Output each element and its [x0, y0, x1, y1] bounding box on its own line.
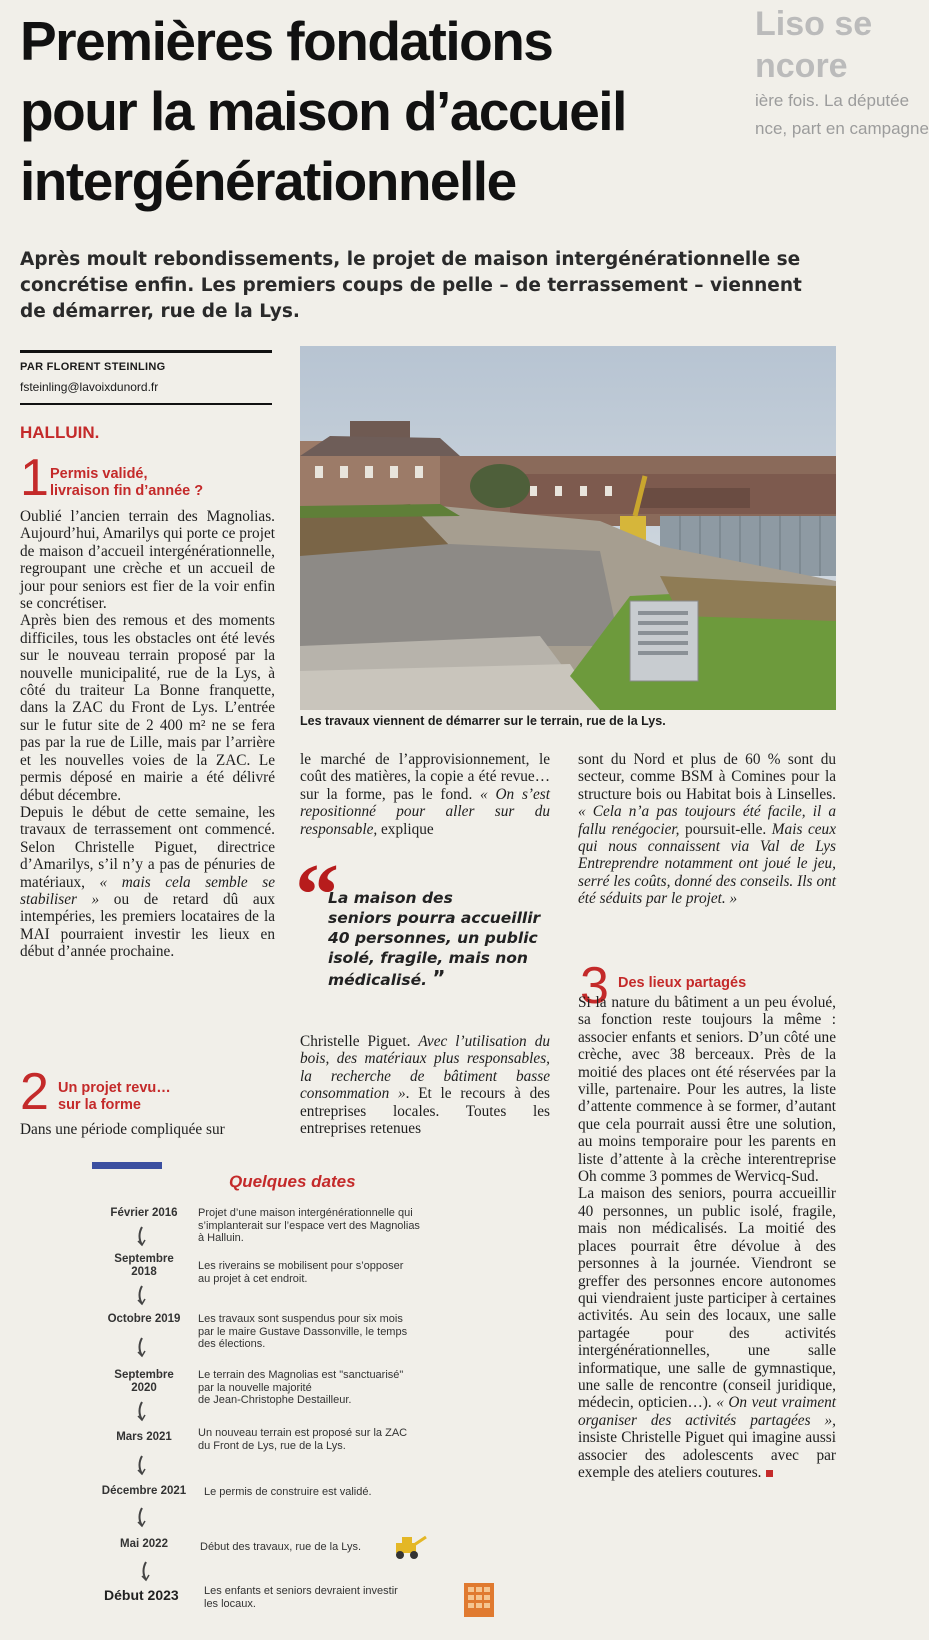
timeline-text: Le permis de construire est validé.: [204, 1486, 372, 1498]
byline-author: PAR FLORENT STEINLING: [20, 361, 166, 373]
section-title-line: livraison fin d’année ?: [50, 483, 204, 499]
dateline-city: HALLUIN.: [20, 423, 100, 442]
timeline-date: [92, 1253, 196, 1279]
timeline-date: Mars 2021: [116, 1431, 172, 1443]
timeline-text: [204, 1585, 464, 1610]
text-run: poursuit-elle.: [679, 820, 772, 838]
paragraph: [578, 1185, 836, 1481]
timeline-text-line: des élections.: [198, 1338, 266, 1350]
section-number: 3: [580, 957, 609, 1015]
timeline-date: Décembre 2021: [101, 1485, 187, 1497]
quote-run: Mais ceux qui nous connaissent via Val de Lys Entreprendre notamment ont joué le jeu, serré les coûts, donné des conseils. Ils ont été séduits par le projet. »: [578, 820, 836, 908]
timeline-text-line: de Jean-Christophe Destailleur.: [198, 1394, 352, 1406]
timeline-text: [198, 1369, 458, 1407]
timeline-text-line: Le terrain des Magnolias est "sanctuarisé": [198, 1369, 404, 1381]
section-title: [50, 466, 270, 500]
timeline-date: Février 2016: [110, 1207, 178, 1219]
neighbor-lead-line: ière fois. La députée: [755, 91, 910, 110]
section-number: 2: [20, 1063, 49, 1121]
timeline-date-line: Septembre: [114, 1253, 174, 1265]
column-3-text-bottom: [578, 994, 836, 1481]
column-2-text-top: [300, 751, 550, 838]
column-1-continuation: [20, 1121, 275, 1138]
pull-quote: [328, 888, 546, 990]
pull-quote-line: La maison des: [328, 889, 453, 907]
timeline-text-line: Un nouveau terrain est proposé sur la ZAC: [198, 1427, 408, 1439]
quote-run: « mais cela semble se stabiliser »: [20, 873, 276, 908]
timeline-date: Mai 2022: [120, 1538, 168, 1550]
byline-top-rule: [20, 350, 272, 353]
headline-line: pour la maison d’accueil: [20, 80, 626, 142]
paragraph: Après bien des remous et des moments difficiles, tous les obstacles ont été levés sur le nouveau terrain proposé par la nouvelle municipalité, rue de la Lys, à côté du traiteur La Bonne franquette, dans la ZAC du Front de Lys. L’entrée sur le futur site de 2 400 m² ne se fera pas par la rue de Lille, mais par l’arrière et les nouvelles voies de la ZAC. Le permis déposé en mairie a été délivré début décembre.: [20, 612, 275, 804]
timeline-text-line: du Front de Lys, rue de la Lys.: [198, 1439, 346, 1452]
end-of-article-square-icon: [766, 1470, 773, 1477]
paragraph: [578, 751, 836, 908]
timeline-text: [198, 1207, 458, 1245]
section-title-line: Permis validé,: [50, 466, 148, 482]
timeline-arrow-icon: [136, 1401, 146, 1421]
paragraph: [20, 804, 275, 961]
timeline-text-line: par le maire Gustave Dassonville, le temps: [198, 1325, 408, 1338]
neighbor-headline-line: Liso se: [755, 5, 873, 43]
timeline-accent-bar: [92, 1162, 162, 1169]
pull-quote-text: médicalisé.: [328, 971, 427, 989]
timeline-date: [92, 1369, 196, 1395]
construction-site-photo: [300, 346, 836, 710]
pull-quote-line: seniors pourra accueillir: [328, 909, 541, 927]
column-3-text-top: [578, 751, 836, 908]
timeline-date-line: Septembre: [114, 1369, 174, 1381]
timeline-text: [198, 1260, 458, 1285]
timeline-text-line: Les riverains se mobilisent pour s’opposer: [198, 1260, 404, 1272]
text-run: La maison des seniors, pourra accueillir 40 personnes, un public isolé, fragile, mais non médicalisés. La moitié des places pourrait être dévolue à des personnes à la journée. Viendront se greffer des personnes encore autonomes qui viendraient juste participer à certaines activités. Au sein des locaux, une salle partagée pour des activités intergénérationnelles, une salle informatique, une salle de gymnastique, une salle de rencontre (conseil juridique, médecin, opticien…).: [578, 1185, 836, 1412]
article-standfirst: Après moult rebondissements, le projet de maison intergénérationnelle se concrétise enfin. Les premiers coups de pelle – de terrassement – viennent de démarrer, rue de la Lys.: [20, 249, 802, 322]
article-headline: [20, 6, 740, 216]
timeline-text-line: à Halluin.: [198, 1232, 244, 1244]
neighbor-headline-line: ncore: [755, 47, 848, 85]
quote-run: « Cela n’a pas toujours été facile, il a fallu renégocier,: [578, 803, 836, 838]
paragraph: [300, 1033, 550, 1137]
excavator-icon: [392, 1533, 432, 1561]
pull-quote-line: [328, 968, 546, 990]
paragraph: Dans une période compliquée sur: [20, 1121, 225, 1138]
headline-line: Premières fondations: [20, 10, 553, 72]
column-2-text-bottom: [300, 1033, 550, 1137]
timeline-date-final: Début 2023: [104, 1587, 179, 1603]
paragraph: Oublié l’ancien terrain des Magnolias. Aujourd’hui, Amarilys qui porte ce projet de maison d’accueil intergénérationnelle, regroupant une crèche et un accueil de jour pour seniors est fier de la voir enfin se concrétiser.: [20, 508, 275, 613]
section-title: [58, 1080, 258, 1114]
timeline-text-line: Les travaux sont suspendus pour six mois: [198, 1313, 403, 1325]
text-run: Christelle Piguet.: [300, 1033, 419, 1050]
photo-illustration: [300, 346, 836, 710]
text-run: insiste Christelle Piguet qui imagine aussi associer des adolescents avec par exemple des ateliers coutures.: [578, 1429, 836, 1481]
text-run: sont du Nord et plus de 60 % sont du secteur, comme BSM à Comines pour la structure bois ou Habitat bois à Linselles.: [578, 751, 836, 803]
column-1-text: [20, 508, 275, 961]
timeline-date-line: 2020: [131, 1382, 157, 1394]
text-run: ou de retard dû aux intempéries, les premiers locataires de la MAI pourraient investir les lieux en début d’année prochaine.: [20, 890, 276, 961]
pull-quote-line: 40 personnes, un public: [328, 929, 538, 947]
timeline-arrow-icon: [136, 1507, 146, 1527]
paragraph: Si la nature du bâtiment a un peu évolué, sa fonction reste toujours la même : associer enfants et seniors. D’un côté une crèche, avec 38 berceaux. Près de la moitié des places ont été réservées par la ville, partenaire. Pour les autres, la liste d’attente commence à se former, d’autant que cela pourrait aussi être une solution, au moins temporaire pour les parents en liste d’attente à la crèche interentreprise Oh comme 3 pommes de Wervicq-Sud.: [578, 994, 836, 1186]
text-run: le marché de l’approvisionnement, le coût des matières, la copie a été revue… sur la forme, pas le fond.: [300, 751, 550, 803]
quote-run: Avec l’utilisation du bois, des matériaux plus responsables, la recherche de bâtiment basse consommation »: [300, 1033, 550, 1103]
quote-close-icon: ”: [432, 966, 446, 990]
timeline-date: Octobre 2019: [107, 1313, 181, 1325]
section-title-line: Un projet revu…: [58, 1080, 171, 1096]
neighbor-lead-line: nce, part en campagne: [755, 119, 929, 138]
building-icon: [464, 1583, 494, 1617]
section-title-line: sur la forme: [58, 1097, 141, 1113]
timeline-arrow-icon: [140, 1561, 150, 1581]
quote-run: « On s’est repositionné pour aller sur du responsable,: [300, 785, 550, 838]
timeline-text-line: les locaux.: [204, 1597, 256, 1610]
timeline-text-line: par la nouvelle majorité: [198, 1381, 312, 1394]
timeline-text-line: Projet d’une maison intergénérationnelle qui: [198, 1207, 413, 1219]
photo-caption: Les travaux viennent de démarrer sur le terrain, rue de la Lys.: [300, 714, 666, 728]
timeline: [92, 1205, 552, 1635]
timeline-arrow-icon: [136, 1337, 146, 1357]
text-run: Depuis le début de cette semaine, les travaux de terrassement ont commencé. Selon Christelle Piguet, directrice d’Amarilys, s’il n’y a pas de pénuries de matériaux,: [20, 803, 275, 891]
timeline-text-line: au projet à cet endroit.: [198, 1272, 308, 1285]
timeline-text: [198, 1313, 458, 1351]
section-number: 1: [20, 449, 49, 507]
timeline-text: Début des travaux, rue de la Lys.: [200, 1541, 362, 1553]
timeline-text-line: s’implanterait sur l’espace vert des Magnolias: [198, 1219, 420, 1232]
quote-mark-icon: “: [295, 847, 339, 944]
section-title: Des lieux partagés: [618, 975, 747, 991]
timeline-arrow-icon: [136, 1285, 146, 1305]
paragraph: [300, 751, 550, 838]
timeline-arrow-icon: [136, 1226, 146, 1246]
timeline-arrow-icon: [136, 1455, 146, 1475]
text-run: . Et le recours à des entreprises locales. Toutes les entreprises retenues: [300, 1085, 550, 1138]
timeline-text-line: Les enfants et seniors devraient investir: [204, 1585, 398, 1597]
timeline-date-line: 2018: [131, 1266, 157, 1278]
pull-quote-line: isolé, fragile, mais non: [328, 949, 528, 967]
timeline-text: [198, 1427, 458, 1452]
byline-bottom-rule: [20, 403, 272, 405]
byline-email[interactable]: fsteinling@lavoixdunord.fr: [20, 380, 159, 394]
quote-run: « On veut vraiment organiser des activités partagées »,: [578, 1394, 837, 1429]
timeline-title: Quelques dates: [229, 1172, 356, 1191]
text-run: explique: [377, 820, 434, 838]
headline-line: intergénérationnelle: [20, 150, 516, 212]
